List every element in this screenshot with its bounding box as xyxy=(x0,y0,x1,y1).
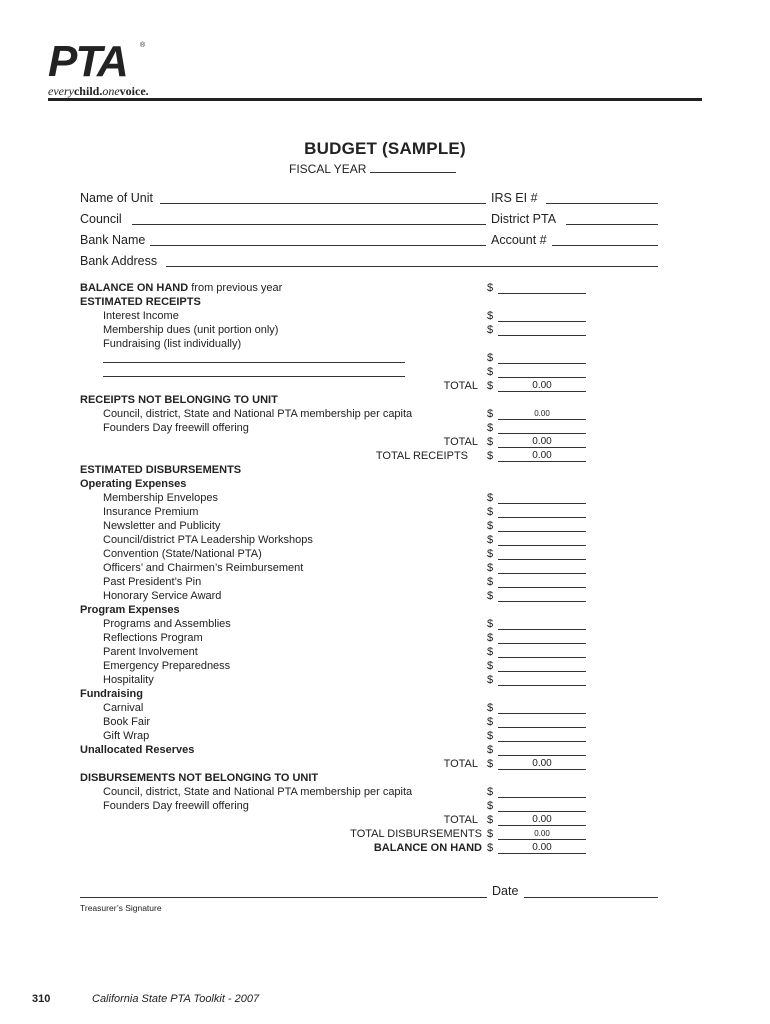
balance-from-previous xyxy=(80,282,282,295)
irs-field[interactable] xyxy=(546,203,658,204)
founders-day-disb-label: Founders Day freewill offering xyxy=(103,800,249,812)
total-receipts-amount[interactable]: 0.00 xyxy=(498,450,586,462)
balance-on-hand-final-amount[interactable]: 0.00 xyxy=(498,842,586,854)
footer-source: California State PTA Toolkit - 2007 xyxy=(92,993,260,1005)
carnival-amount[interactable] xyxy=(498,702,586,714)
officers-reimbursement-amount[interactable] xyxy=(498,562,586,574)
treasurer-signature-field[interactable] xyxy=(80,897,487,898)
dollar-sign: $ xyxy=(487,352,494,364)
emergency-preparedness-label: Emergency Preparedness xyxy=(103,660,231,672)
fundraising-item-2-amount[interactable] xyxy=(498,366,586,378)
dollar-sign: $ xyxy=(487,618,494,630)
newsletter-amount[interactable] xyxy=(498,520,586,532)
dollar-sign: $ xyxy=(487,800,494,812)
irs-label: IRS EI # xyxy=(491,191,538,205)
dollar-sign: $ xyxy=(487,674,494,686)
program-expenses-heading: Program Expenses xyxy=(80,604,180,616)
dollar-sign: $ xyxy=(487,492,494,504)
dollar-sign: $ xyxy=(487,632,494,644)
fundraising-item-2-field[interactable] xyxy=(103,376,405,377)
total-disbursements-label: TOTAL DISBURSEMENTS xyxy=(350,828,482,840)
dollar-sign: $ xyxy=(487,366,494,378)
council-field[interactable] xyxy=(132,224,486,225)
emergency-preparedness-amount[interactable] xyxy=(498,660,586,672)
date-field[interactable] xyxy=(524,897,658,898)
fiscal-year-label: FISCAL YEAR xyxy=(289,162,367,176)
disbursements-not-belonging-heading: DISBURSEMENTS NOT BELONGING TO UNIT xyxy=(80,772,319,784)
newsletter-label: Newsletter and Publicity xyxy=(103,520,221,532)
name-of-unit-field[interactable] xyxy=(160,203,486,204)
account-field[interactable] xyxy=(552,245,658,246)
receipts-not-belonging-heading: RECEIPTS NOT BELONGING TO UNIT xyxy=(80,394,278,406)
past-presidents-pin-label: Past President’s Pin xyxy=(103,576,202,588)
parent-involvement-amount[interactable] xyxy=(498,646,586,658)
page-title: BUDGET (SAMPLE) xyxy=(304,139,466,158)
balance-on-hand-bold: BALANCE ON HAND xyxy=(80,282,189,294)
header-rule xyxy=(48,98,702,101)
reflections-amount[interactable] xyxy=(498,632,586,644)
dollar-sign: $ xyxy=(487,324,494,336)
dollar-sign: $ xyxy=(487,814,494,826)
dollar-sign: $ xyxy=(487,646,494,658)
reflections-label: Reflections Program xyxy=(103,632,203,644)
dollar-sign: $ xyxy=(487,534,494,546)
registered-mark: ® xyxy=(140,42,146,49)
dollar-sign: $ xyxy=(487,520,494,532)
honorary-service-amount[interactable] xyxy=(498,590,586,602)
convention-label: Convention (State/National PTA) xyxy=(103,548,262,560)
dollar-sign: $ xyxy=(487,660,494,672)
treasurer-signature-label: Treasurer’s Signature xyxy=(80,903,162,913)
dollar-sign: $ xyxy=(487,744,494,756)
total-receipts-label: TOTAL RECEIPTS xyxy=(375,450,468,462)
district-field[interactable] xyxy=(566,224,658,225)
disbursements-total-label: TOTAL xyxy=(443,758,478,770)
dollar-sign: $ xyxy=(487,408,494,420)
insurance-premium-amount[interactable] xyxy=(498,506,586,518)
membership-envelopes-amount[interactable] xyxy=(498,492,586,504)
per-capita-receipts-label: Council, district, State and National PTA membership per capita xyxy=(103,408,413,420)
interest-income-amount[interactable] xyxy=(498,310,586,322)
pta-logo xyxy=(48,37,158,98)
receipts-not-total-amount[interactable]: 0.00 xyxy=(498,436,586,448)
dollar-sign: $ xyxy=(487,576,494,588)
page-number: 310 xyxy=(32,993,51,1005)
estimated-disbursements-heading: ESTIMATED DISBURSEMENTS xyxy=(80,464,242,476)
honorary-service-label: Honorary Service Award xyxy=(103,590,222,602)
programs-assemblies-label: Programs and Assemblies xyxy=(103,618,231,630)
bank-address-field[interactable] xyxy=(166,266,658,267)
programs-assemblies-amount[interactable] xyxy=(498,618,586,630)
receipts-total-label: TOTAL xyxy=(443,380,478,392)
membership-dues-label: Membership dues (unit portion only) xyxy=(103,324,279,336)
dollar-sign: $ xyxy=(487,842,494,854)
total-disbursements-amount[interactable]: 0.00 xyxy=(498,828,586,840)
per-capita-receipts-amount[interactable]: 0.00 xyxy=(498,408,586,420)
balance-previous-amount[interactable] xyxy=(498,282,586,294)
book-fair-amount[interactable] xyxy=(498,716,586,728)
name-of-unit-label: Name of Unit xyxy=(80,191,153,205)
pta-logo-mark: PTA xyxy=(48,37,127,86)
dollar-sign: $ xyxy=(487,450,494,462)
fundraising-list-label: Fundraising (list individually) xyxy=(103,338,242,350)
fundraising-item-1-amount[interactable] xyxy=(498,352,586,364)
disbursements-total-amount[interactable]: 0.00 xyxy=(498,758,586,770)
gift-wrap-amount[interactable] xyxy=(498,730,586,742)
disb-not-total-amount[interactable]: 0.00 xyxy=(498,814,586,826)
dollar-sign: $ xyxy=(487,786,494,798)
operating-expenses-heading: Operating Expenses xyxy=(80,478,187,490)
bank-name-field[interactable] xyxy=(150,245,486,246)
hospitality-amount[interactable] xyxy=(498,674,586,686)
hospitality-label: Hospitality xyxy=(103,674,154,686)
receipts-total-amount[interactable]: 0.00 xyxy=(498,380,586,392)
dollar-sign: $ xyxy=(487,380,494,392)
officers-reimbursement-label: Officers’ and Chairmen’s Reimbursement xyxy=(103,562,304,574)
tagline-voice: voice. xyxy=(119,84,149,98)
per-capita-disb-amount[interactable] xyxy=(498,786,586,798)
dollar-sign: $ xyxy=(487,758,494,770)
dollar-sign: $ xyxy=(487,548,494,560)
gift-wrap-label: Gift Wrap xyxy=(103,730,150,742)
dollar-sign: $ xyxy=(487,310,494,322)
dollar-sign: $ xyxy=(487,716,494,728)
account-label: Account # xyxy=(491,233,547,247)
receipts-not-total-label: TOTAL xyxy=(443,436,478,448)
dollar-sign: $ xyxy=(487,422,494,434)
balance-on-hand-final-label: BALANCE ON HAND xyxy=(373,842,482,854)
date-label: Date xyxy=(492,884,519,898)
carnival-label: Carnival xyxy=(103,702,144,714)
fiscal-year-field[interactable] xyxy=(370,163,456,173)
bank-address-label: Bank Address xyxy=(80,254,158,268)
estimated-receipts-heading: ESTIMATED RECEIPTS xyxy=(80,296,201,308)
convention-amount[interactable] xyxy=(498,548,586,560)
fundraising-item-1-field[interactable] xyxy=(103,362,405,363)
dollar-sign: $ xyxy=(487,506,494,518)
founders-day-receipts-amount[interactable] xyxy=(498,422,586,434)
unallocated-reserves-label: Unallocated Reserves xyxy=(80,744,195,756)
tagline-one: one xyxy=(102,84,120,98)
fiscal-year xyxy=(289,162,456,176)
interest-income-label: Interest Income xyxy=(103,310,179,322)
past-presidents-pin-amount[interactable] xyxy=(498,576,586,588)
leadership-workshops-amount[interactable] xyxy=(498,534,586,546)
tagline-every: every xyxy=(48,84,74,98)
district-label: District PTA xyxy=(491,212,557,226)
dollar-sign: $ xyxy=(487,282,494,294)
dollar-sign: $ xyxy=(487,590,494,602)
pta-tagline xyxy=(48,84,149,99)
dollar-sign: $ xyxy=(487,702,494,714)
parent-involvement-label: Parent Involvement xyxy=(103,646,198,658)
founders-day-receipts-label: Founders Day freewill offering xyxy=(103,422,249,434)
dollar-sign: $ xyxy=(487,828,494,840)
dollar-sign: $ xyxy=(487,730,494,742)
book-fair-label: Book Fair xyxy=(103,716,151,728)
membership-envelopes-label: Membership Envelopes xyxy=(103,492,218,504)
bank-name-label: Bank Name xyxy=(80,233,146,247)
balance-from-previous-text: from previous year xyxy=(188,282,283,294)
disb-not-total-label: TOTAL xyxy=(443,814,478,826)
council-label: Council xyxy=(80,212,122,226)
per-capita-disb-label: Council, district, State and National PTA membership per capita xyxy=(103,786,413,798)
dollar-sign: $ xyxy=(487,436,494,448)
fundraising-heading: Fundraising xyxy=(80,688,143,700)
leadership-workshops-label: Council/district PTA Leadership Workshops xyxy=(103,534,313,546)
unallocated-reserves-amount[interactable] xyxy=(498,744,586,756)
dollar-sign: $ xyxy=(487,562,494,574)
tagline-child: child. xyxy=(73,84,103,98)
founders-day-disb-amount[interactable] xyxy=(498,800,586,812)
membership-dues-amount[interactable] xyxy=(498,324,586,336)
insurance-premium-label: Insurance Premium xyxy=(103,506,199,518)
